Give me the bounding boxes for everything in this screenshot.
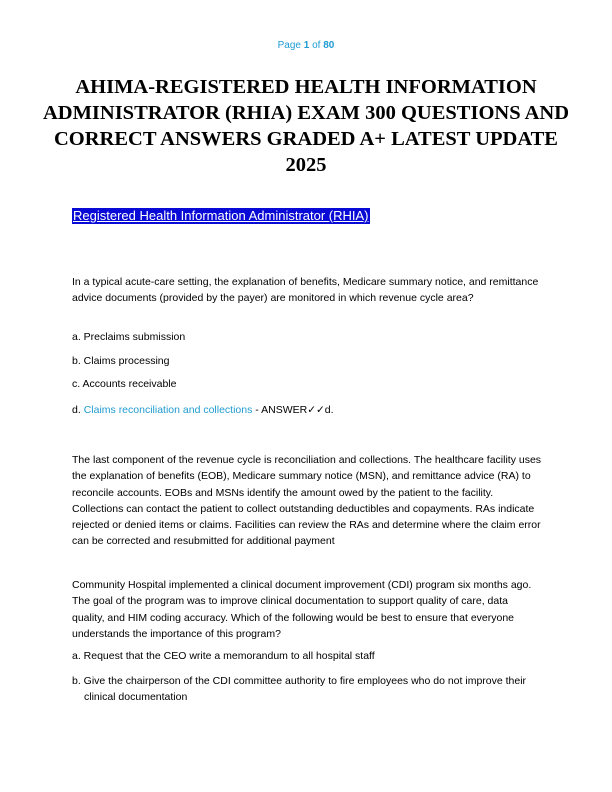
page-of-label: of bbox=[309, 40, 324, 51]
page-total: 80 bbox=[323, 40, 335, 51]
question-1-text: In a typical acute-care setting, the explanation of benefits, Medicare summary notice, and remittance advice documents (provided by the payer) are monitored in which revenue cycle area? bbox=[72, 276, 539, 305]
option-d-link[interactable]: Claims reconciliation and collections bbox=[83, 404, 253, 416]
document-title: AHIMA-REGISTERED HEALTH INFORMATION ADMINISTRATOR (RHIA) EXAM 300 QUESTIONS AND CORRECT ANSWERS GRADED A+ LATEST UPDATE 2025 bbox=[42, 76, 570, 176]
section-banner[interactable]: Registered Health Information Administrator (RHIA) bbox=[73, 208, 369, 223]
question-2-text: Community Hospital implemented a clinical document improvement (CDI) program six months ago. The goal of the program was to improve clinical documentation to support quality of care, data quality, and HIM coding accuracy. Which of the following would be best to ensure that everyone understands the importance of this program? bbox=[72, 579, 532, 640]
page-label: Page bbox=[277, 40, 304, 51]
answer-marker: - ANSWER✓✓d. bbox=[252, 404, 334, 416]
page-number bbox=[0, 40, 612, 51]
question-1-explanation: The last component of the revenue cycle is reconciliation and collections. The healthcare facility uses the explanation of benefits (EOB), Medicare summary notice (MSN), and remittance advice (RA) to reconcile accounts. EOBs and MSNs identify the amount owed by the patient to the facility. Collections can contact the patient to collect outstanding deductibles and copayments. RAs indicate rejected or denied items or claims. Facilities can review the RAs and determine where the claim error can be corrected and resubmitted for additional payment bbox=[72, 454, 542, 548]
question-1-option-c: c. Accounts receivable bbox=[72, 378, 177, 390]
question-1-option-d bbox=[72, 402, 542, 418]
question-1-option-a: a. Preclaims submission bbox=[72, 331, 186, 343]
question-2-option-b: b. Give the chairperson of the CDI committee authority to fire employees who do not improve their clinical documentation bbox=[72, 675, 527, 704]
question-1-option-b: b. Claims processing bbox=[72, 355, 170, 367]
question-2-option-a: a. Request that the CEO write a memorandum to all hospital staff bbox=[72, 650, 375, 662]
option-d-prefix: d. bbox=[72, 404, 84, 416]
page-current: 1 bbox=[303, 40, 310, 51]
